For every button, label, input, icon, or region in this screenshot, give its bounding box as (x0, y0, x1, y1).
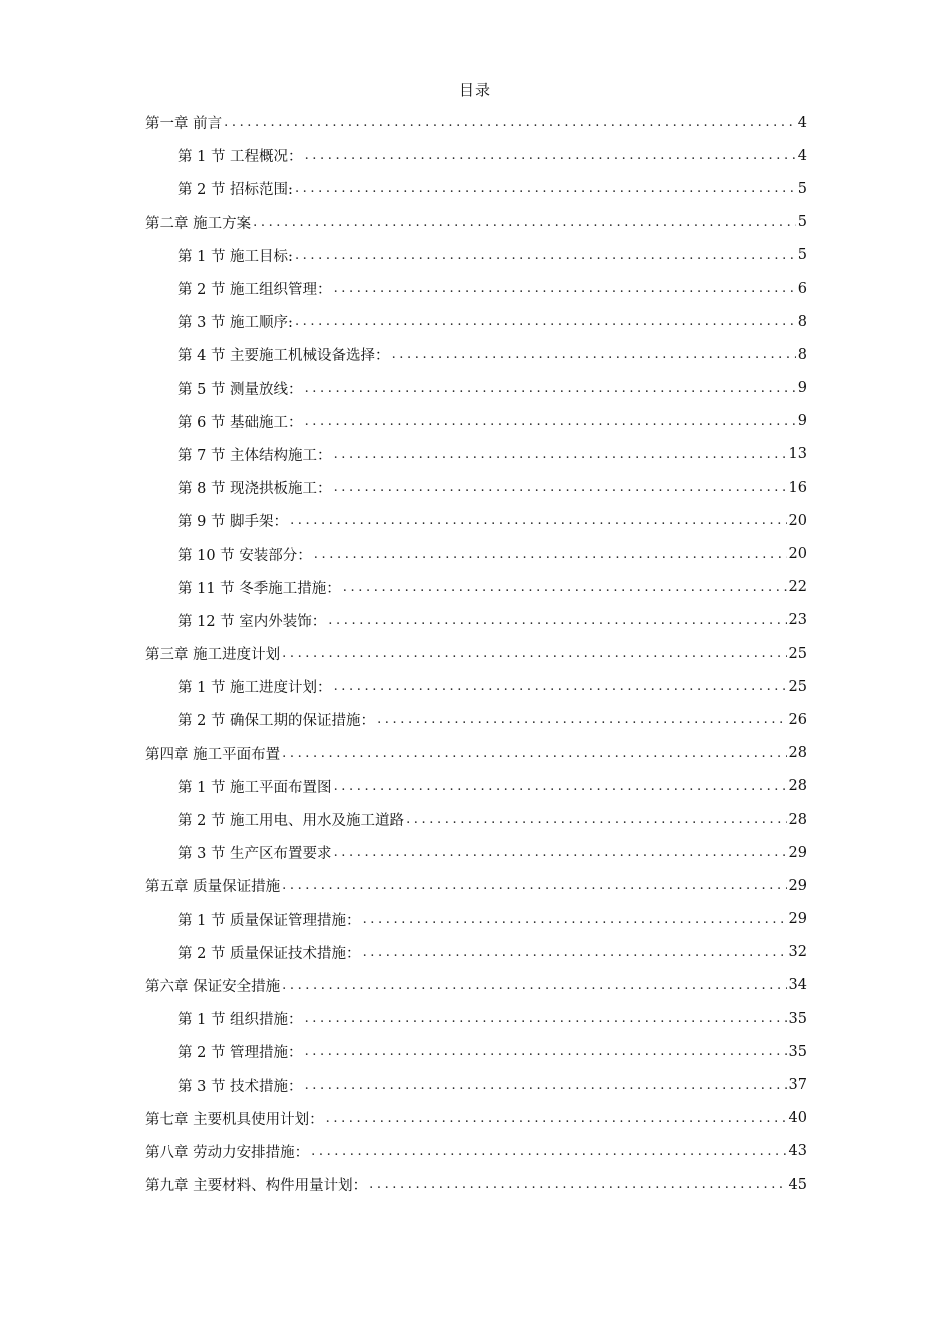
toc-page-number: 29 (788, 844, 807, 861)
toc-entry-text: 第 3 节 施工顺序: (178, 315, 293, 332)
toc-section-entry (145, 272, 807, 305)
toc-entry-text: 第 1 节 工程概况： (178, 149, 303, 166)
toc-chapter-entry (145, 869, 807, 902)
toc-dot-leader (334, 447, 787, 462)
toc-dot-leader (314, 547, 787, 562)
toc-dot-leader (406, 812, 786, 827)
toc-section-entry (145, 803, 807, 836)
toc-dot-leader (377, 712, 786, 727)
toc-chapter-entry (145, 969, 807, 1002)
toc-dot-leader (334, 480, 787, 495)
toc-section-entry (145, 305, 807, 338)
toc-title: 目录 (458, 81, 491, 99)
toc-entry-text: 第 1 节 质量保证管理措施： (178, 912, 361, 929)
toc-dot-leader (363, 945, 787, 960)
toc-page-number: 8 (797, 346, 807, 363)
toc-section-entry (145, 537, 807, 570)
toc-page-number: 20 (788, 512, 807, 529)
toc-page-number: 35 (788, 1043, 807, 1060)
toc-entry-text: 第 5 节 测量放线： (178, 381, 303, 398)
toc-dot-leader (282, 978, 786, 993)
toc-entry-text: 第 3 节 生产区布置要求 (178, 846, 332, 863)
toc-section-entry (145, 903, 807, 936)
toc-chapter-entry (145, 1168, 807, 1201)
toc-entry-text: 第 9 节 脚手架： (178, 514, 289, 531)
toc-page-number: 29 (788, 911, 807, 928)
toc-entry-text: 第三章 施工进度计划 (145, 647, 281, 664)
toc-page-number: 29 (788, 877, 807, 894)
toc-entry-text: 第 12 节 室内外装饰： (178, 613, 327, 630)
toc-section-entry (145, 338, 807, 371)
toc-dot-leader (334, 281, 796, 296)
toc-entry-text: 第六章 保证安全措施 (145, 978, 281, 995)
toc-dot-leader (343, 580, 787, 595)
toc-entry-text: 第八章 劳动力安排措施： (145, 1144, 310, 1161)
toc-chapter-entry (145, 637, 807, 670)
toc-page-number: 28 (788, 745, 807, 762)
table-of-contents (145, 106, 807, 1201)
toc-entry-text: 第九章 主要材料、构件用量计划： (145, 1178, 368, 1195)
toc-page-number: 9 (797, 380, 807, 397)
toc-dot-leader (290, 513, 786, 528)
toc-page-number: 43 (788, 1143, 807, 1160)
toc-section-entry (145, 770, 807, 803)
toc-dot-leader (253, 215, 796, 230)
toc-page-number: 26 (788, 711, 807, 728)
toc-section-entry (145, 471, 807, 504)
toc-page-number: 13 (788, 446, 807, 463)
toc-dot-leader (334, 679, 787, 694)
toc-section-entry (145, 172, 807, 205)
toc-entry-text: 第 2 节 施工组织管理： (178, 282, 332, 299)
toc-dot-leader (326, 1111, 787, 1126)
toc-chapter-entry (145, 106, 807, 139)
toc-page-number: 20 (788, 546, 807, 563)
toc-entry-text: 第二章 施工方案 (145, 215, 252, 232)
toc-dot-leader (305, 1011, 787, 1026)
toc-section-entry (145, 604, 807, 637)
toc-page-number: 8 (797, 313, 807, 330)
toc-dot-leader (305, 148, 796, 163)
toc-section-entry (145, 1068, 807, 1101)
toc-section-entry (145, 239, 807, 272)
toc-entry-text: 第一章 前言 (145, 116, 223, 133)
toc-section-entry (145, 936, 807, 969)
toc-entry-text: 第 1 节 施工目标: (178, 248, 293, 265)
toc-dot-leader (311, 1144, 786, 1159)
toc-page-number: 5 (797, 214, 807, 231)
toc-dot-leader (328, 613, 786, 628)
toc-entry-text: 第 10 节 安装部分： (178, 547, 312, 564)
toc-page-number: 45 (788, 1176, 807, 1193)
toc-dot-leader (305, 1044, 787, 1059)
toc-dot-leader (295, 248, 796, 263)
toc-entry-text: 第 6 节 基础施工： (178, 414, 303, 431)
toc-chapter-entry (145, 206, 807, 239)
toc-page-number: 37 (788, 1077, 807, 1094)
toc-dot-leader (305, 414, 796, 429)
toc-section-entry (145, 1035, 807, 1068)
toc-chapter-entry (145, 1135, 807, 1168)
toc-entry-text: 第 2 节 管理措施： (178, 1045, 303, 1062)
toc-entry-text: 第 2 节 施工用电、用水及施工道路 (178, 813, 405, 830)
toc-entry-text: 第 11 节 冬季施工措施： (178, 580, 341, 597)
toc-entry-text: 第 1 节 施工平面布置图 (178, 779, 332, 796)
toc-entry-text: 第 1 节 施工进度计划： (178, 680, 332, 697)
toc-entry-text: 第 8 节 现浇拱板施工： (178, 481, 332, 498)
toc-entry-text: 第四章 施工平面布置 (145, 746, 281, 763)
toc-dot-leader (295, 181, 796, 196)
toc-page-number: 35 (788, 1010, 807, 1027)
toc-section-entry (145, 438, 807, 471)
toc-page-number: 22 (788, 579, 807, 596)
toc-page-number: 28 (788, 778, 807, 795)
toc-page-number: 9 (797, 413, 807, 430)
toc-entry-text: 第 3 节 技术措施： (178, 1078, 303, 1095)
toc-section-entry (145, 139, 807, 172)
toc-dot-leader (363, 912, 787, 927)
toc-entry-text: 第 2 节 招标范围: (178, 182, 293, 199)
toc-page-number: 25 (788, 645, 807, 662)
toc-dot-leader (224, 115, 796, 130)
toc-dot-leader (305, 381, 796, 396)
toc-section-entry (145, 703, 807, 736)
toc-section-entry (145, 504, 807, 537)
toc-page-number: 4 (797, 147, 807, 164)
toc-entry-text: 第 2 节 质量保证技术措施： (178, 945, 361, 962)
toc-section-entry (145, 372, 807, 405)
toc-page-number: 5 (797, 180, 807, 197)
toc-page-number: 5 (797, 247, 807, 264)
toc-dot-leader (369, 1177, 786, 1192)
toc-dot-leader (295, 314, 796, 329)
toc-entry-text: 第 4 节 主要施工机械设备选择： (178, 348, 390, 365)
toc-page-number: 40 (788, 1110, 807, 1127)
toc-entry-text: 第五章 质量保证措施 (145, 879, 281, 896)
toc-page-number: 25 (788, 678, 807, 695)
toc-entry-text: 第 7 节 主体结构施工： (178, 447, 332, 464)
toc-dot-leader (334, 845, 787, 860)
toc-dot-leader (282, 878, 786, 893)
toc-section-entry (145, 571, 807, 604)
toc-page-number: 32 (788, 944, 807, 961)
toc-page-number: 4 (797, 114, 807, 131)
toc-dot-leader (392, 347, 796, 362)
toc-page-number: 6 (797, 280, 807, 297)
toc-section-entry (145, 670, 807, 703)
toc-dot-leader (282, 746, 786, 761)
toc-dot-leader (282, 646, 786, 661)
toc-entry-text: 第 1 节 组织措施： (178, 1012, 303, 1029)
toc-page-number: 34 (788, 977, 807, 994)
toc-page-number: 23 (788, 612, 807, 629)
toc-entry-text: 第七章 主要机具使用计划： (145, 1111, 324, 1128)
toc-entry-text: 第 2 节 确保工期的保证措施： (178, 713, 376, 730)
toc-page-number: 28 (788, 811, 807, 828)
toc-chapter-entry (145, 737, 807, 770)
toc-section-entry (145, 836, 807, 869)
toc-chapter-entry (145, 1102, 807, 1135)
toc-page-number: 16 (788, 479, 807, 496)
toc-dot-leader (334, 779, 787, 794)
toc-dot-leader (305, 1078, 787, 1093)
toc-section-entry (145, 1002, 807, 1035)
toc-section-entry (145, 405, 807, 438)
